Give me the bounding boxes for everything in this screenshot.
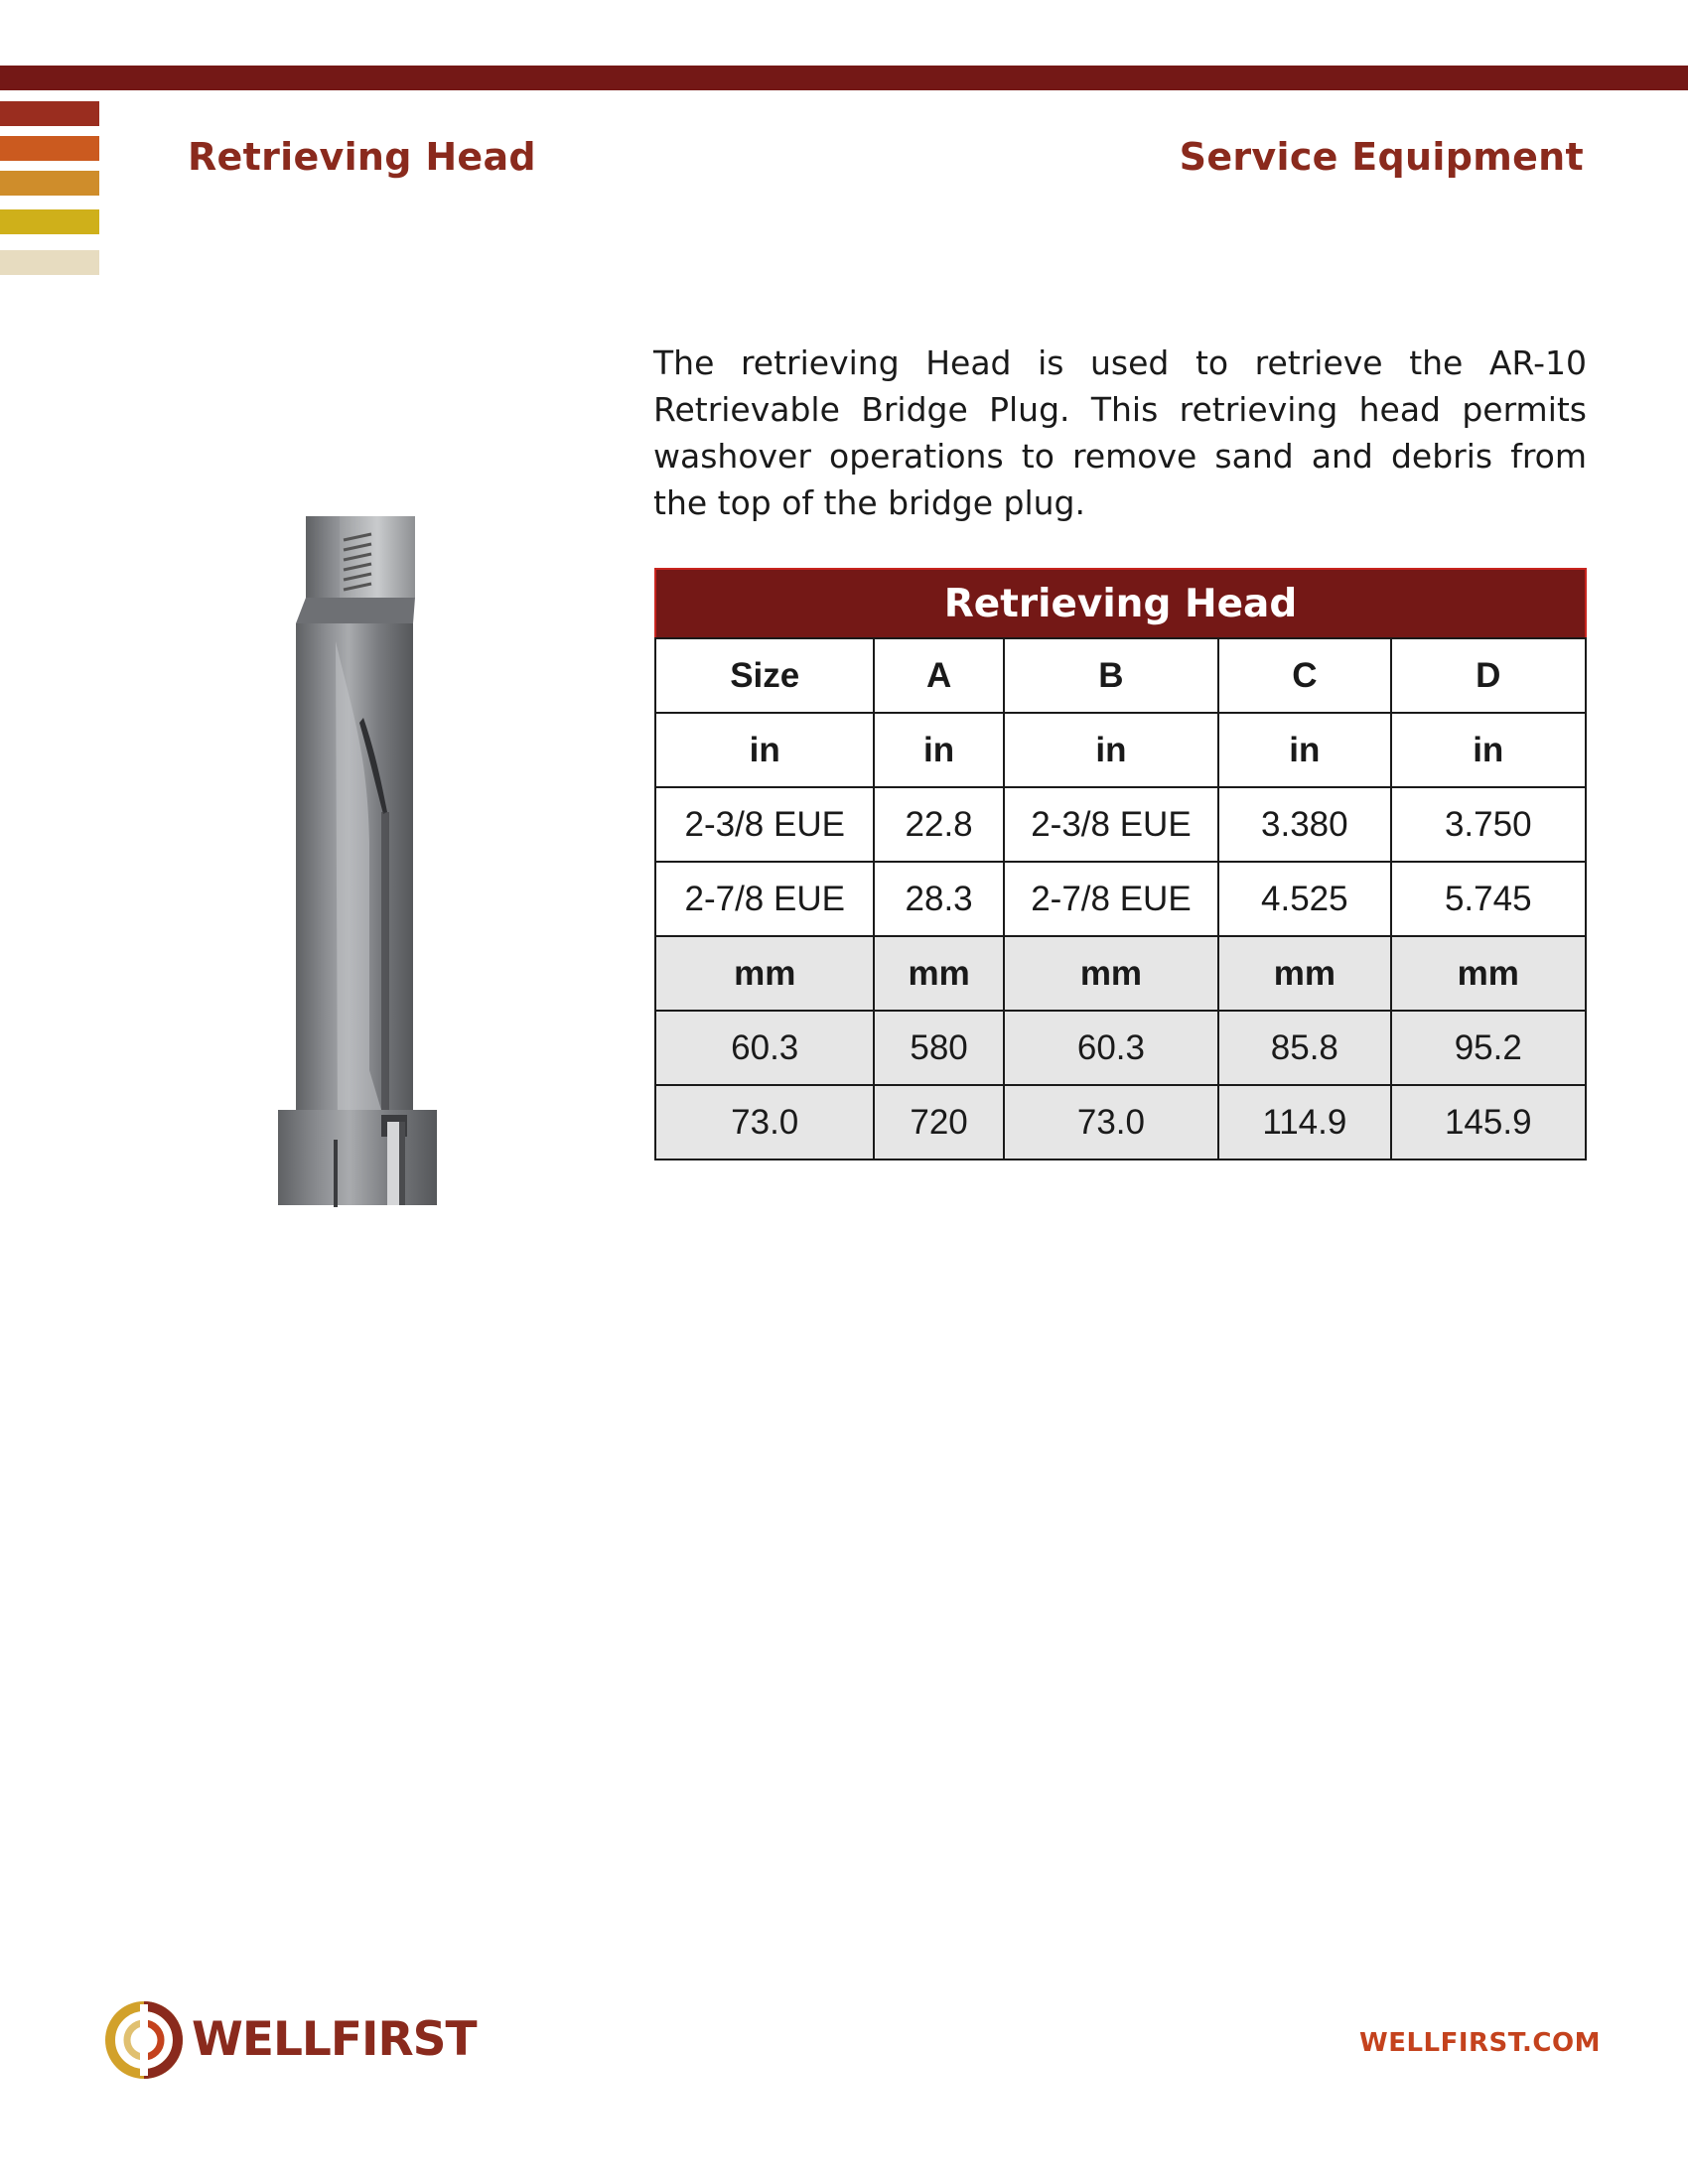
imperial-units-row [655, 713, 1586, 787]
accent-stripe-1 [0, 101, 99, 126]
table-caption-row [655, 569, 1586, 638]
table-header-row [655, 638, 1586, 713]
accent-stripe-5 [0, 250, 99, 275]
table-cell: 2-7/8 EUE [655, 862, 874, 936]
column-header: D [1391, 638, 1587, 713]
metric-units-row [655, 936, 1586, 1011]
table-row [655, 1011, 1586, 1085]
accent-stripe-3 [0, 171, 99, 196]
section-title: Service Equipment [1179, 135, 1584, 179]
retrieving-head-tool-illustration [278, 514, 437, 1207]
column-header: A [874, 638, 1003, 713]
logo-wordmark: WELLFIRST [192, 2012, 477, 2067]
table-cell: 73.0 [655, 1085, 874, 1160]
top-banner-bar [0, 66, 1688, 90]
unit-cell: mm [874, 936, 1003, 1011]
unit-cell: in [1004, 713, 1218, 787]
unit-cell: mm [1391, 936, 1587, 1011]
column-header: Size [655, 638, 874, 713]
table-cell: 60.3 [1004, 1011, 1218, 1085]
unit-cell: in [655, 713, 874, 787]
table-cell: 580 [874, 1011, 1003, 1085]
table-cell: 4.525 [1218, 862, 1390, 936]
table-row [655, 1085, 1586, 1160]
table-caption: Retrieving Head [655, 569, 1586, 638]
table-cell: 22.8 [874, 787, 1003, 862]
accent-stripe-4 [0, 209, 99, 234]
wellfirst-logo [104, 2000, 477, 2080]
table-cell: 95.2 [1391, 1011, 1587, 1085]
table-cell: 28.3 [874, 862, 1003, 936]
page-title: Retrieving Head [188, 135, 536, 179]
table-cell: 3.750 [1391, 787, 1587, 862]
table-cell: 73.0 [1004, 1085, 1218, 1160]
table-cell: 145.9 [1391, 1085, 1587, 1160]
wellfirst-logo-icon [104, 2000, 184, 2080]
table-cell: 114.9 [1218, 1085, 1390, 1160]
table-cell: 2-3/8 EUE [655, 787, 874, 862]
column-header: B [1004, 638, 1218, 713]
table-cell: 2-3/8 EUE [1004, 787, 1218, 862]
unit-cell: mm [1004, 936, 1218, 1011]
unit-cell: mm [1218, 936, 1390, 1011]
unit-cell: in [1218, 713, 1390, 787]
column-header: C [1218, 638, 1390, 713]
unit-cell: in [874, 713, 1003, 787]
table-cell: 3.380 [1218, 787, 1390, 862]
specifications-table [654, 568, 1587, 1160]
table-row [655, 787, 1586, 862]
table-cell: 5.745 [1391, 862, 1587, 936]
unit-cell: mm [655, 936, 874, 1011]
product-description: The retrieving Head is used to retrieve the AR-10 Retrievable Bridge Plug. This retrieving head permits washover operations to remove sand and debris from the top of the bridge plug. [653, 343, 1587, 522]
table-row [655, 862, 1586, 936]
table-cell: 2-7/8 EUE [1004, 862, 1218, 936]
accent-stripe-2 [0, 136, 99, 161]
website-link[interactable]: WELLFIRST.COM [1359, 2028, 1601, 2058]
table-cell: 720 [874, 1085, 1003, 1160]
unit-cell: in [1391, 713, 1587, 787]
table-cell: 85.8 [1218, 1011, 1390, 1085]
table-cell: 60.3 [655, 1011, 874, 1085]
